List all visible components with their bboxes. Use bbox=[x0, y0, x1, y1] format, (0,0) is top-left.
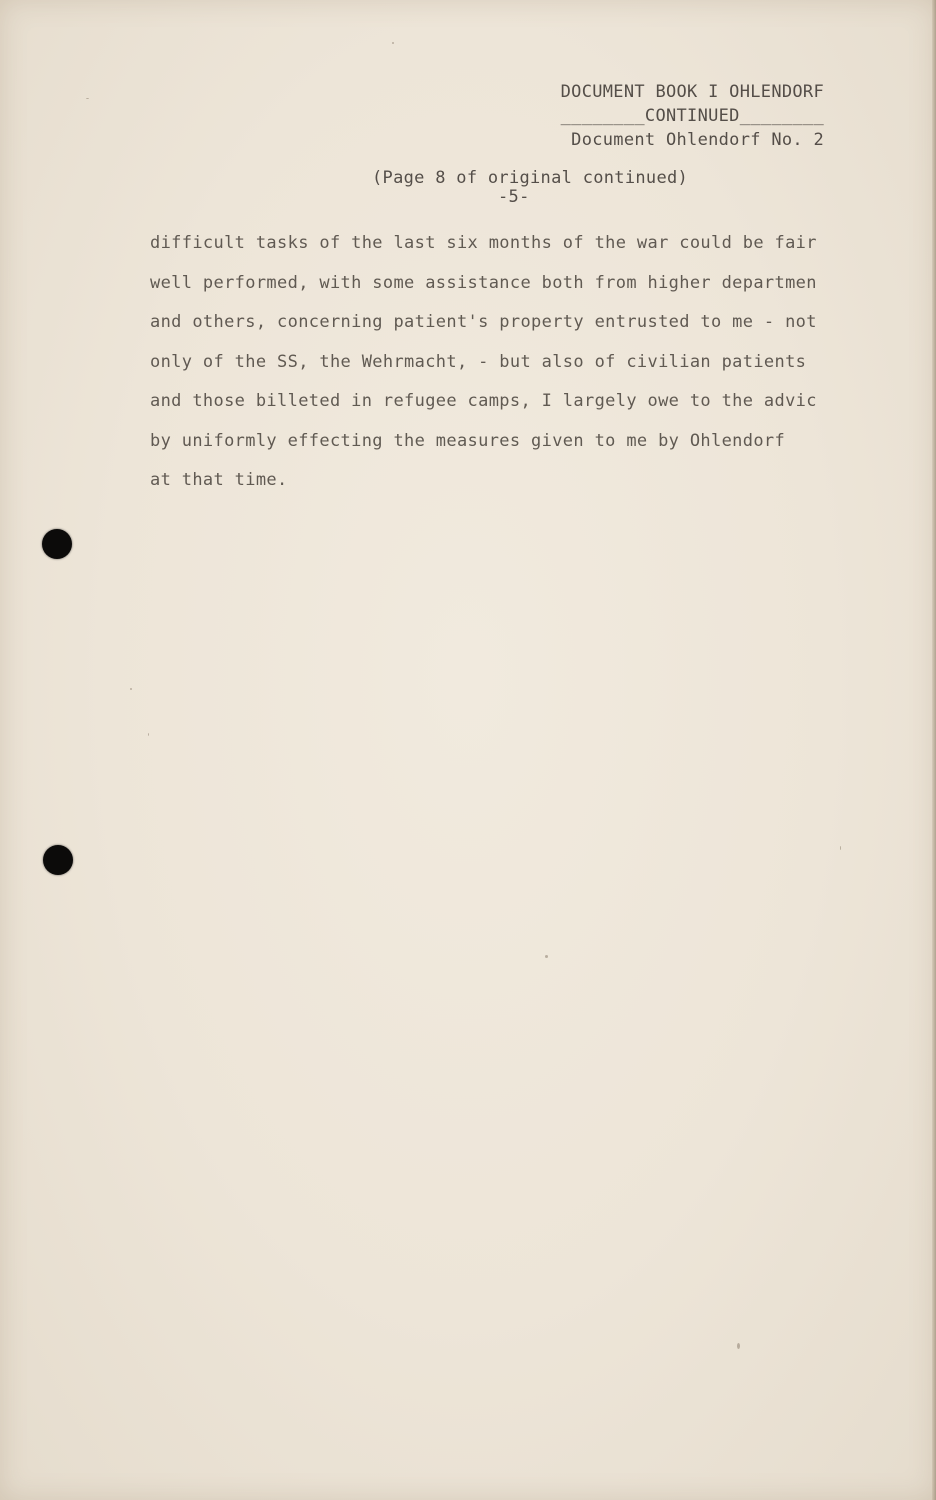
paper-speck bbox=[737, 1343, 740, 1349]
body-line: and others, concerning patient's property entrusted to me - not bbox=[150, 312, 817, 332]
paper-speck bbox=[86, 98, 89, 99]
body-line: only of the SS, the Wehrmacht, - but also of civilian patients bbox=[150, 351, 807, 372]
punch-hole-top bbox=[42, 529, 72, 559]
paper-speck bbox=[840, 846, 841, 850]
body-line: at that time. bbox=[150, 470, 288, 490]
body-text bbox=[150, 224, 884, 501]
page-number: -5- bbox=[498, 187, 530, 207]
body-line: by uniformly effecting the measures given to me by Ohlendorf bbox=[150, 430, 786, 451]
body-line: well performed, with some assistance both from higher departmen bbox=[150, 272, 817, 293]
document-book-heading: DOCUMENT BOOK I OHLENDORF bbox=[560, 82, 824, 102]
document-number: Document Ohlendorf No. 2 bbox=[571, 130, 824, 150]
page-reference-note: (Page 8 of original continued) bbox=[372, 168, 689, 188]
body-line: and those billeted in refugee camps, I largely owe to the advic bbox=[150, 391, 817, 411]
paper-speck bbox=[148, 733, 149, 736]
paper-speck bbox=[130, 688, 132, 690]
paper-speck bbox=[392, 42, 394, 44]
punch-hole-bottom bbox=[43, 845, 73, 875]
paper-speck bbox=[545, 955, 548, 958]
page-edge-shadow bbox=[932, 0, 936, 1500]
body-line: difficult tasks of the last six months of the war could be fair bbox=[150, 233, 817, 253]
continued-heading: ________CONTINUED________ bbox=[560, 106, 824, 126]
